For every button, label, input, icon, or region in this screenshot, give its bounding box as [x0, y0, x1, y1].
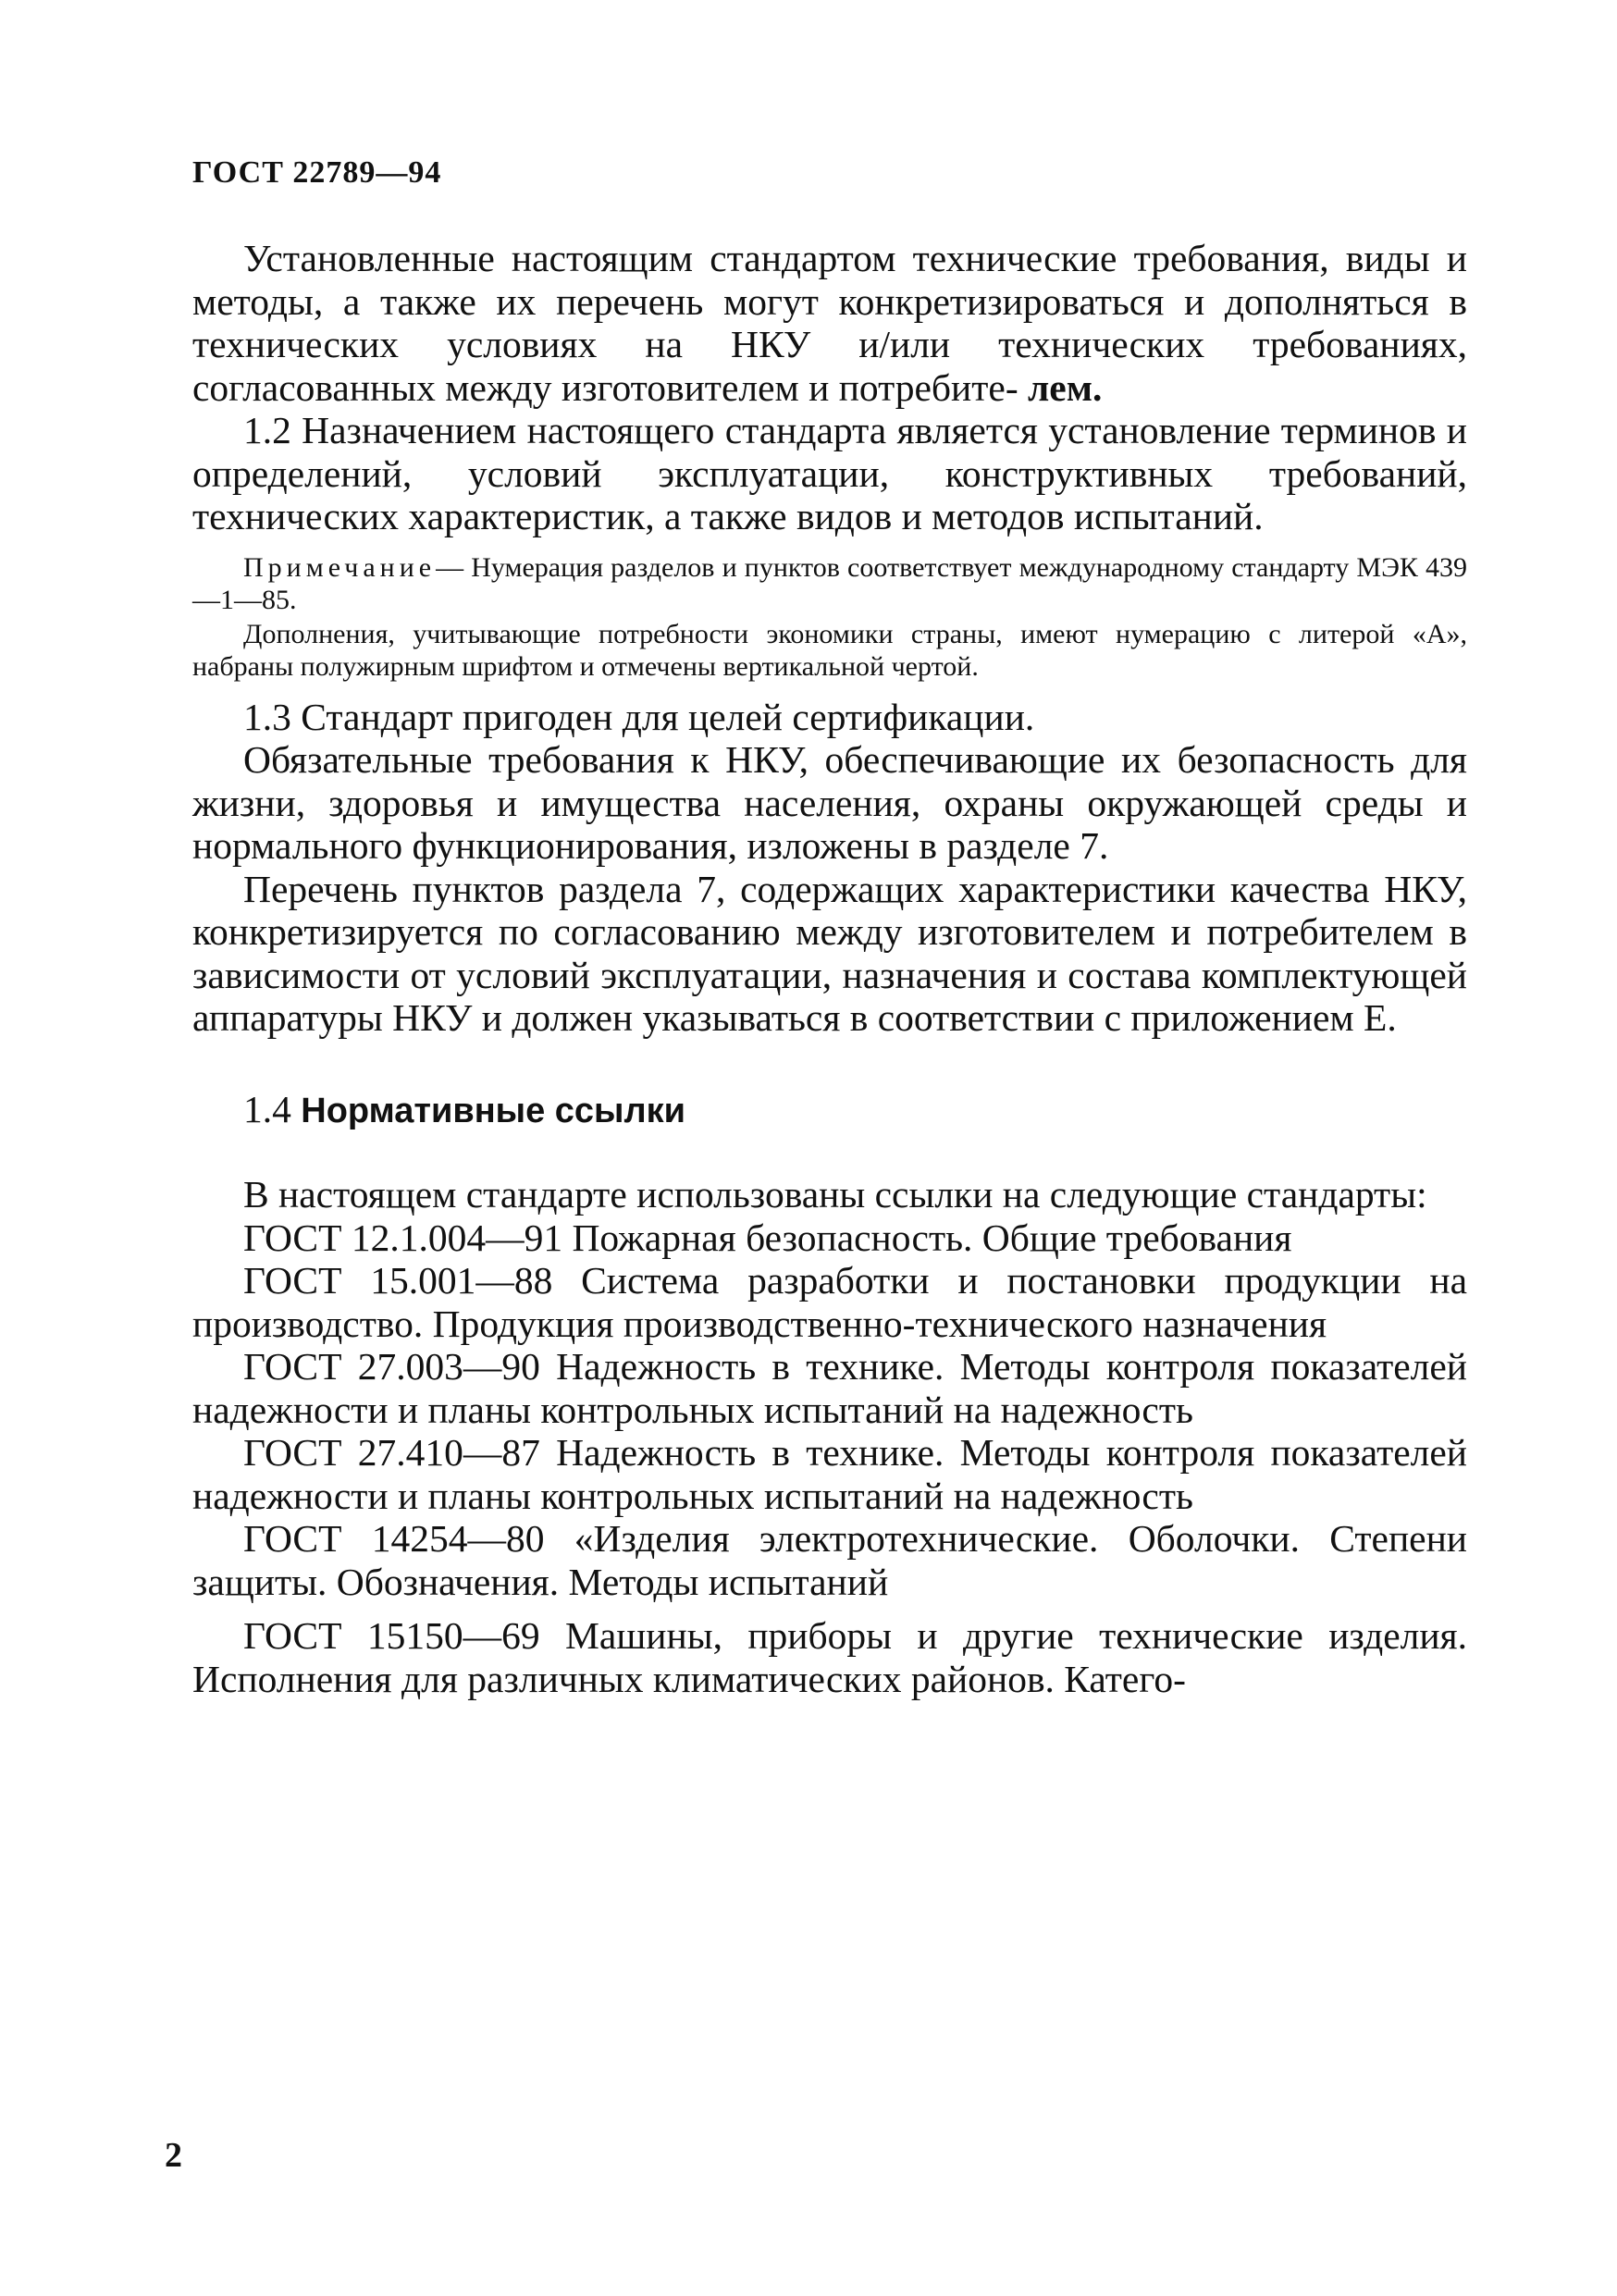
reference-item: ГОСТ 14254—80 «Изделия электротехнические. Оболочки. Степени защиты. Обозначения. Методы испытаний	[192, 1517, 1467, 1603]
paragraph-quality-list: Перечень пунктов раздела 7, содержащих характеристики качества НКУ, конкретизируется по согласованию между изготовителем и потребителем в зависимости от условий эксплуатации, назначения и состава комплектующей аппаратуры НКУ и должен указываться в соответствии с приложением Е.	[192, 867, 1467, 1039]
page-number: 2	[165, 2136, 182, 2175]
paragraph-requirements-text: Установленные настоящим стандартом технические требования, виды и методы, а также их перечень могут конкретизироваться и дополняться в технических условиях на НКУ и/или технических требованиях, согласованных между изготовителем и потребите-	[192, 237, 1467, 409]
paragraph-1-3: 1.3 Стандарт пригоден для целей сертификации.	[243, 695, 1035, 738]
reference-item: ГОСТ 12.1.004—91 Пожарная безопасность. Общие требования	[243, 1216, 1292, 1259]
section-number: 1.4	[243, 1087, 291, 1130]
references-intro: В настоящем стандарте использованы ссылки на следующие стандарты:	[243, 1173, 1427, 1216]
paragraph-mandatory-requirements: Обязательные требования к НКУ, обеспечивающие их безопасность для жизни, здоровья и имущества населения, охраны окружающей среды и нормального функционирования, изложены в разделе 7.	[192, 738, 1467, 867]
paragraph-requirements-end: лем.	[1028, 365, 1103, 409]
reference-item: ГОСТ 27.003—90 Надежность в технике. Методы контроля показателей надежности и планы контрольных испытаний на надежность	[192, 1345, 1467, 1431]
note-label: Примечание	[243, 551, 437, 583]
paragraph-1-2: 1.2 Назначением настоящего стандарта является установление терминов и определений, условий эксплуатации, конструктивных требований, технических характеристик, а также видов и методов испытаний.	[192, 409, 1467, 537]
reference-item: ГОСТ 27.410—87 Надежность в технике. Методы контроля показателей надежности и планы контрольных испытаний на надежность	[192, 1431, 1467, 1517]
reference-item: ГОСТ 15.001—88 Система разработки и постановки продукции на производство. Продукция производственно-технического назначения	[192, 1259, 1467, 1345]
document-header: ГОСТ 22789—94	[192, 155, 442, 190]
note-additions: Дополнения, учитывающие потребности экономики страны, имеют нумерацию с литерой «А», набраны полужирным шрифтом и отмечены вертикальной чертой.	[192, 618, 1467, 682]
note-numbering	[192, 551, 1467, 616]
section-title-normative-references	[192, 1088, 1467, 1133]
paragraph-requirements	[192, 237, 1467, 409]
note-text: — Нумерация разделов и пунктов соответствует международному стандарту МЭК 439—1—85.	[192, 551, 1467, 615]
reference-item: ГОСТ 15150—69 Машины, приборы и другие технические изделия. Исполнения для различных климатических районов. Катего-	[192, 1614, 1467, 1700]
document-body	[192, 237, 1467, 1700]
section-title-text: Нормативные ссылки	[301, 1091, 686, 1130]
